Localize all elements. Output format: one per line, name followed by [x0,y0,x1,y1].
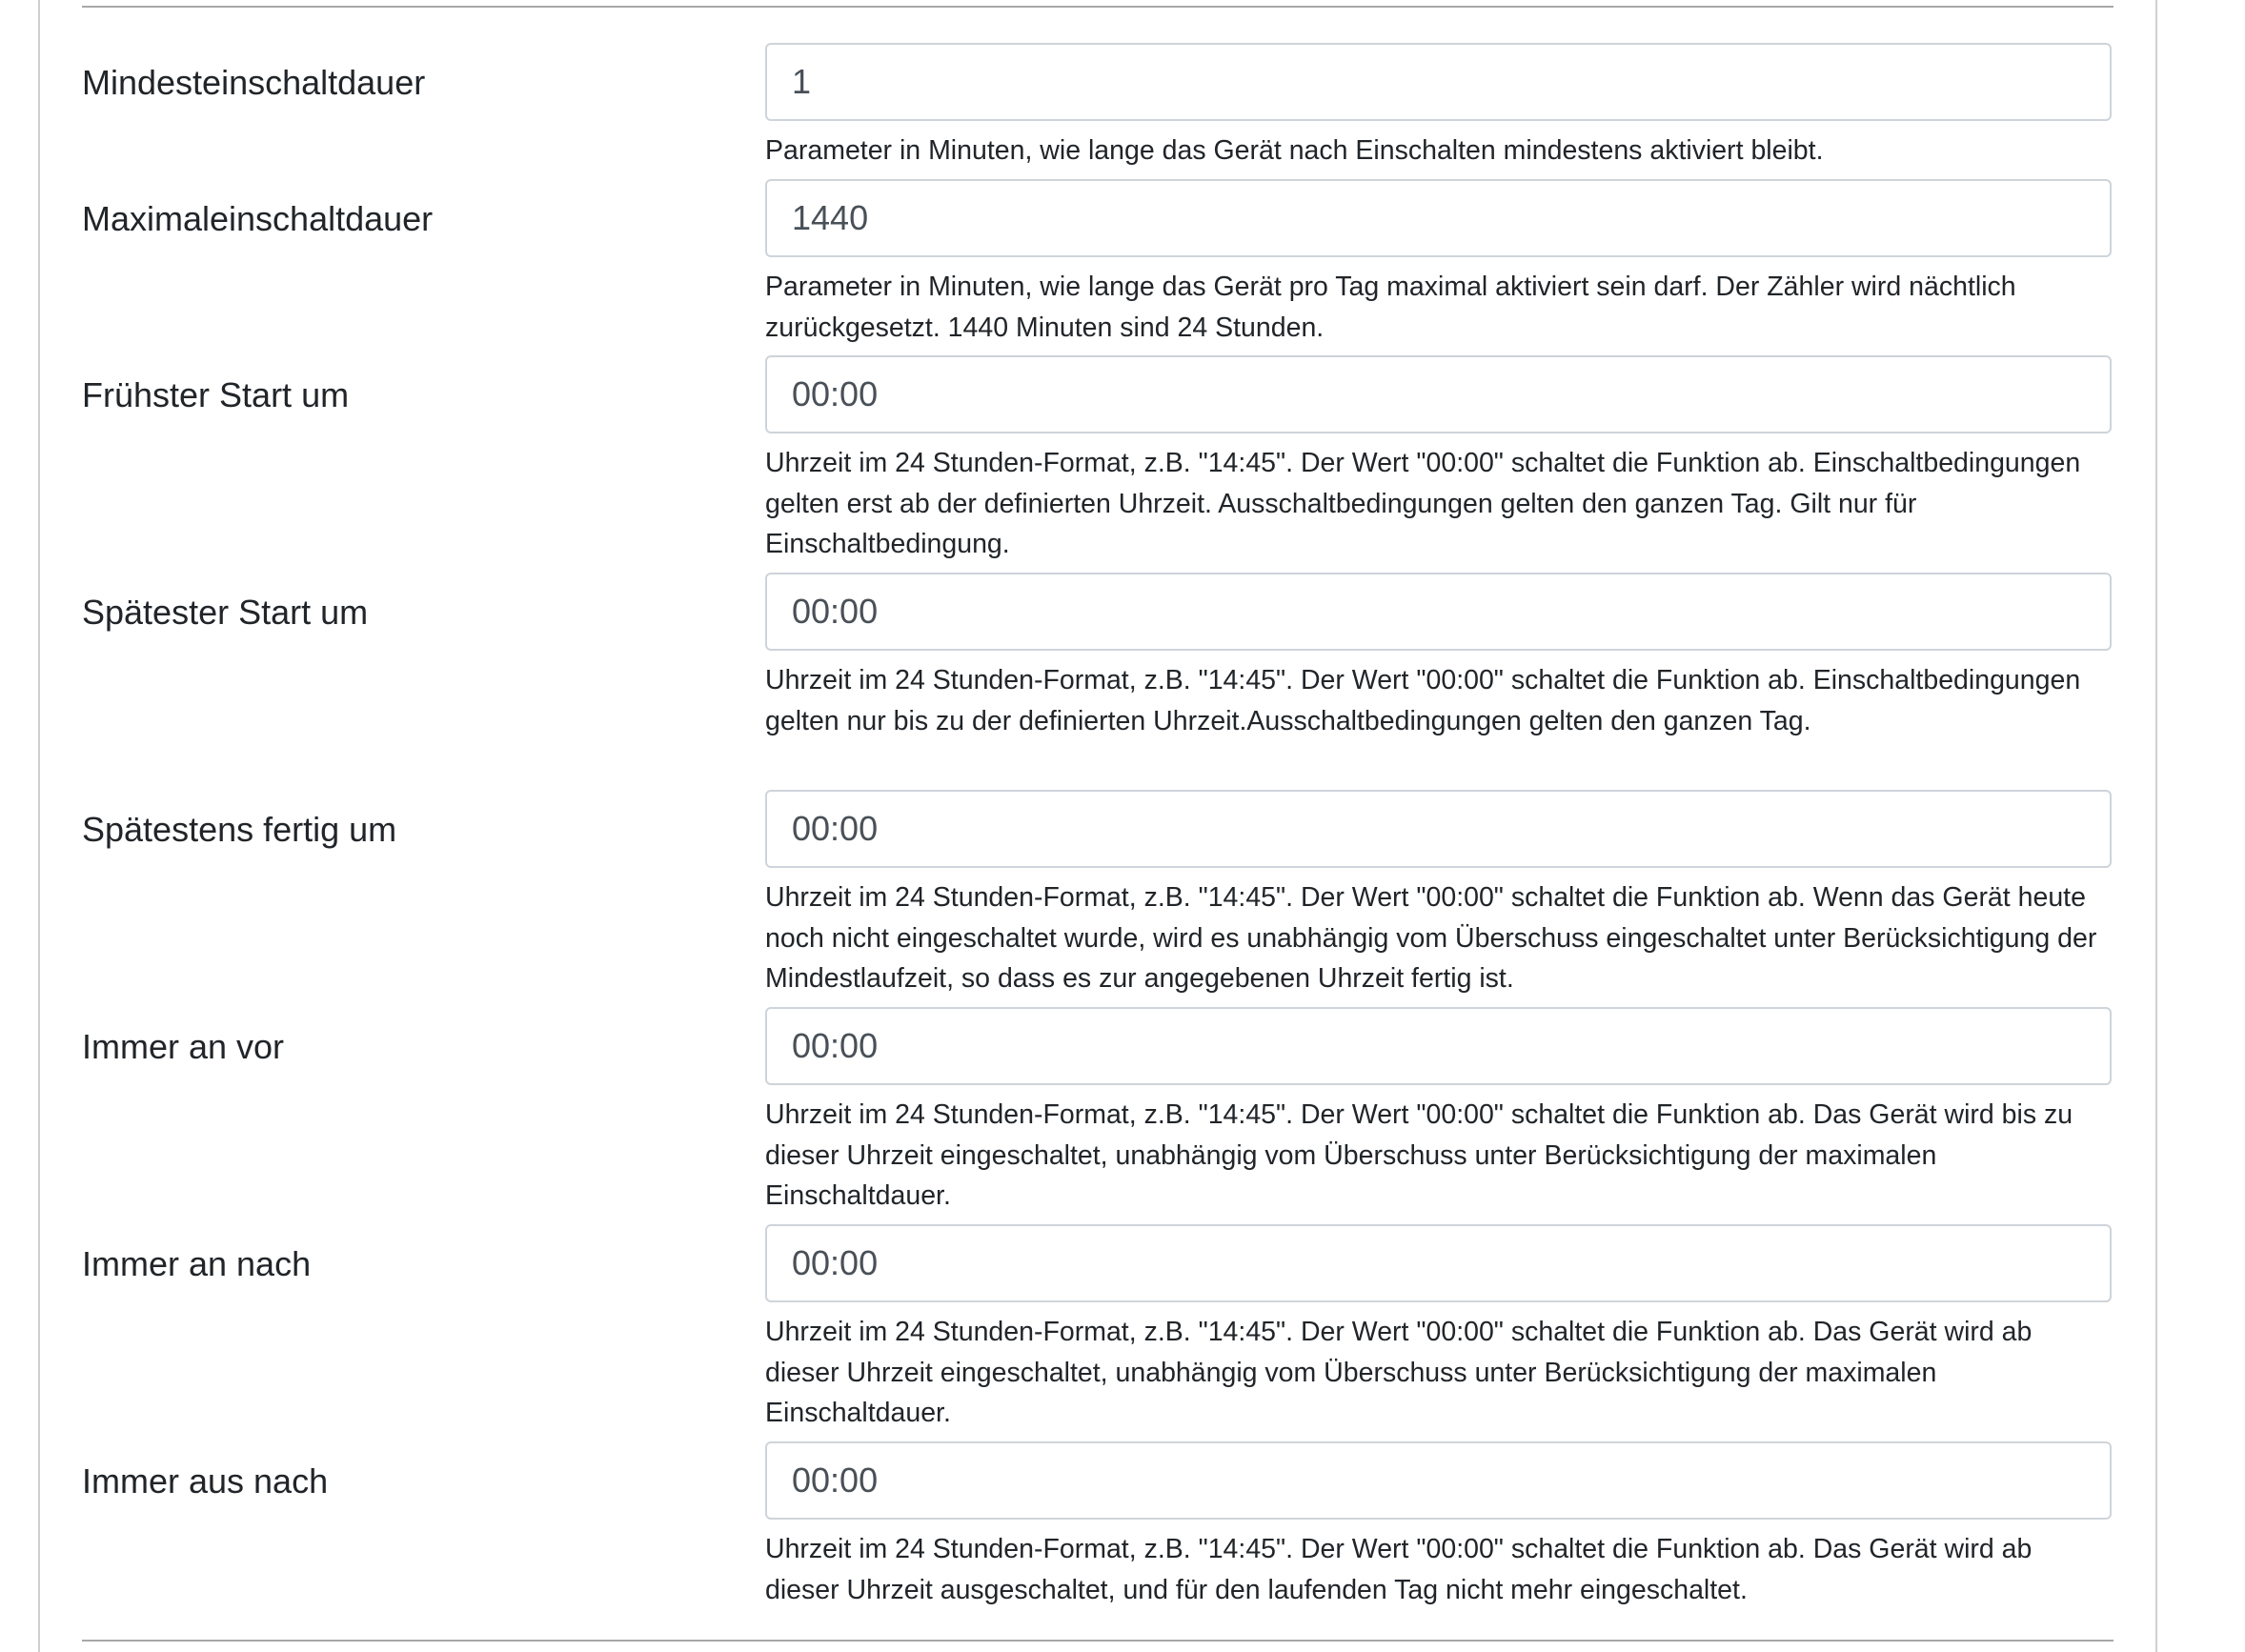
card-left-border [38,0,40,1652]
always-on-before-label: Immer an vor [82,1027,285,1066]
latest-start-help: Uhrzeit im 24 Stunden-Format, z.B. "14:45". Der Wert "00:00" schaltet die Funktion ab. Einschaltbedingungen gelten nur bis zu der definierten Uhrzeit.Ausschaltbedingungen gelten den ganzen Tag. [765,665,2081,736]
min-on-duration-input[interactable] [765,43,2112,121]
finish-by-help: Uhrzeit im 24 Stunden-Format, z.B. "14:45". Der Wert "00:00" schaltet die Funktion ab. Wenn das Gerät heute noch nicht eingeschaltet wurde, wird es unabhängig vom Überschuss eingeschaltet unter Berücksichtigung der Mindestlaufzeit, so dass es zur angegebenen Uhrzeit fertig ist. [765,882,2097,994]
always-on-after-help: Uhrzeit im 24 Stunden-Format, z.B. "14:45". Der Wert "00:00" schaltet die Funktion ab. Das Gerät wird ab dieser Uhrzeit eingeschaltet, unabhängig vom Überschuss unter Berücksichtigung der maximalen Einschaltdauer. [765,1317,2033,1428]
card-right-border [2155,0,2157,1652]
min-on-duration-help: Parameter in Minuten, wie lange das Gerät nach Einschalten mindestens aktiviert bleibt. [765,135,1824,166]
max-on-duration-input[interactable] [765,179,2112,257]
min-on-duration-label: Mindesteinschaltdauer [82,63,426,102]
always-on-before-input[interactable] [765,1007,2112,1085]
finish-by-label: Spätestens fertig um [82,810,397,849]
finish-by-input[interactable] [765,790,2112,868]
latest-start-label: Spätester Start um [82,593,369,632]
always-on-after-input[interactable] [765,1224,2112,1302]
earliest-start-input[interactable] [765,355,2112,433]
max-on-duration-help: Parameter in Minuten, wie lange das Gerät pro Tag maximal aktiviert sein darf. Der Zähler wird nächtlich zurückgesetzt. 1440 Minuten sind 24 Stunden. [765,272,2016,343]
always-on-before-help: Uhrzeit im 24 Stunden-Format, z.B. "14:45". Der Wert "00:00" schaltet die Funktion ab. Das Gerät wird bis zu dieser Uhrzeit eingeschaltet, unabhängig vom Überschuss unter Berücksichtigung der maximalen Einschaltdauer. [765,1099,2073,1211]
earliest-start-help: Uhrzeit im 24 Stunden-Format, z.B. "14:45". Der Wert "00:00" schaltet die Funktion ab. Einschaltbedingungen gelten erst ab der definierten Uhrzeit. Ausschaltbedingungen gelten den ganzen Tag. Gilt nur für Einschaltbedingung. [765,448,2081,559]
always-on-after-label: Immer an nach [82,1244,312,1283]
earliest-start-label: Frühster Start um [82,375,350,414]
always-off-after-input[interactable] [765,1441,2112,1520]
bottom-divider [82,1640,2114,1642]
always-off-after-label: Immer aus nach [82,1461,329,1501]
latest-start-input[interactable] [765,573,2112,651]
always-off-after-help: Uhrzeit im 24 Stunden-Format, z.B. "14:45". Der Wert "00:00" schaltet die Funktion ab. Das Gerät wird ab dieser Uhrzeit ausgeschaltet, und für den laufenden Tag nicht mehr eingeschaltet. [765,1534,2033,1605]
top-divider [82,6,2114,8]
max-on-duration-label: Maximaleinschaltdauer [82,199,434,238]
